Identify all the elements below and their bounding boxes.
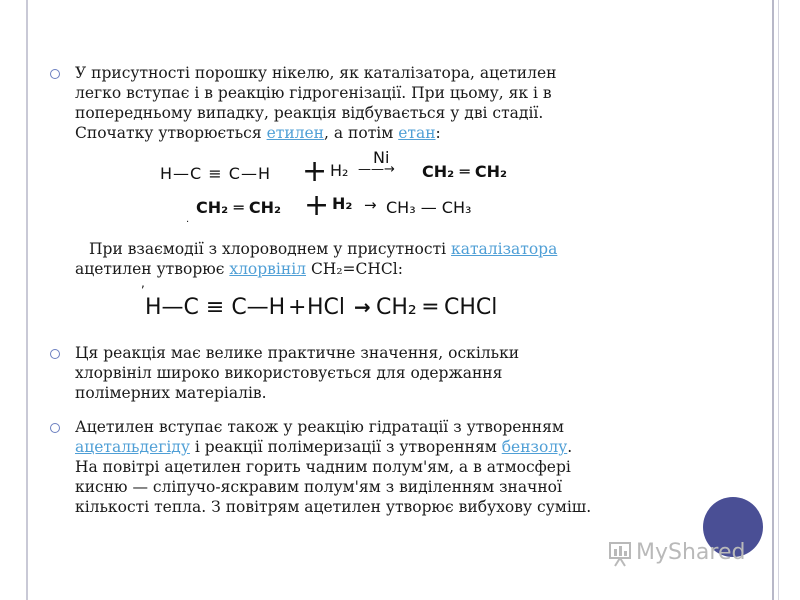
text-span: .: [567, 438, 573, 456]
watermark-logo: [606, 538, 762, 568]
text-line: На повітрі ацетилен горить чадним полум'ям, а в атмосфері: [75, 458, 571, 476]
link-catalyst[interactable]: каталізатора: [451, 240, 558, 258]
eq-lhs: CH₂ ═ CH₂: [196, 198, 282, 217]
bullet-icon: [50, 349, 60, 359]
text-line: Ацетилен вступає також у реакцію гідратації з утворенням: [75, 418, 564, 436]
eq-arrow: →: [364, 196, 377, 214]
link-ethane[interactable]: етан: [398, 124, 436, 142]
slide-right-margin: [770, 0, 800, 600]
text-line: легко вступає і в реакцію гідрогенізації. При цьому, як і в: [75, 84, 552, 102]
text-line: кисню — сліпучо-яскравим полум'ям з виділенням значної: [75, 478, 562, 496]
eq-catalyst: Ni: [373, 148, 390, 167]
eq-lhs: H—C ≡ C—H: [145, 295, 286, 320]
paragraph-significance: [75, 343, 755, 403]
text-line: хлорвініл широко використовується для одержання: [75, 364, 503, 382]
text-line: [75, 259, 755, 279]
text-line: У присутності порошку нікелю, як каталізатора, ацетилен: [75, 64, 557, 82]
slide-left-border: [26, 0, 28, 600]
text-line: Ця реакція має велике практичне значення, оскільки: [75, 344, 520, 362]
link-benzene[interactable]: бензолу: [501, 438, 568, 456]
text-line: [75, 437, 755, 457]
link-acetaldehyde[interactable]: ацетальдегіду: [75, 438, 190, 456]
presentation-icon: [608, 540, 634, 568]
equation-acetylene-to-ethylene: [160, 148, 540, 190]
paragraph-hydrochlorination: [75, 239, 755, 279]
eq-arrow: ——→: [358, 162, 395, 177]
eq-reagent: HCl: [307, 295, 346, 320]
text-line: [75, 239, 755, 259]
slide-right-border: [772, 0, 774, 600]
link-vinyl-chloride[interactable]: хлорвініл: [229, 260, 307, 278]
text-span: ацетилен утворює: [75, 260, 230, 278]
eq-reagent: H₂: [332, 194, 353, 213]
text-span: і реакції полімеризації з утворенням: [189, 438, 502, 456]
eq-arrow: →: [354, 295, 371, 319]
eq-reagent: H₂: [330, 161, 349, 180]
equation-ethylene-to-ethane: [186, 190, 516, 224]
text-span: CH₂=CHCl:: [306, 260, 403, 278]
dot-mark: .: [186, 214, 190, 225]
text-span: , а потім: [324, 124, 399, 142]
text-line: кількості тепла. З повітрям ацетилен утворює вибухову суміш.: [75, 498, 592, 516]
eq-plus: +: [304, 188, 330, 223]
text-line: [75, 123, 755, 143]
text-span: Спочатку утворюється: [75, 124, 267, 142]
text-span: При взаємодії з хлороводнем у присутності: [89, 240, 452, 258]
watermark-text: MyShared: [636, 540, 746, 565]
eq-product: CH₃ — CH₃: [386, 198, 472, 217]
eq-lhs: H—C ≡ C—H: [160, 164, 271, 183]
paragraph-hydration: [75, 417, 755, 517]
slide-right-border-inner: [778, 0, 779, 600]
eq-product: CH₂ ═ CHCl: [376, 295, 498, 320]
dot-mark: ,: [141, 276, 145, 290]
text-span: :: [435, 124, 441, 142]
bullet-icon: [50, 69, 60, 79]
text-line: попередньому випадку, реакція відбувається у дві стадії.: [75, 104, 544, 122]
eq-plus: +: [288, 295, 307, 320]
paragraph-hydrogenation: [75, 63, 755, 143]
eq-product: CH₂ ═ CH₂: [422, 162, 508, 181]
link-ethylene[interactable]: етилен: [266, 124, 325, 142]
bullet-icon: [50, 423, 60, 433]
eq-plus: +: [302, 154, 328, 189]
equation-acetylene-hcl: [141, 276, 545, 328]
text-line: полімерних матеріалів.: [75, 384, 267, 402]
